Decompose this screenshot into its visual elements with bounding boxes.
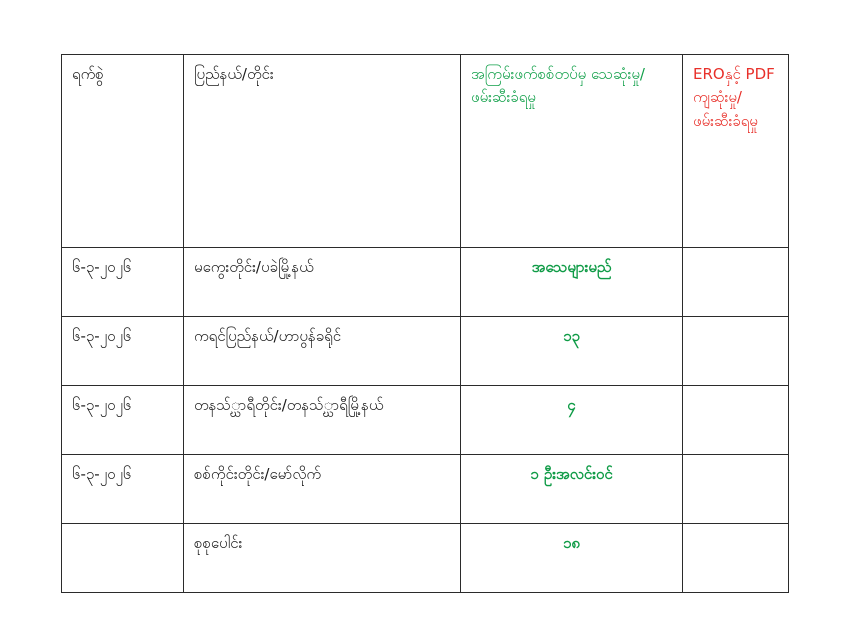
cell-date: ၆-၃-၂၀၂၆ [62, 386, 184, 455]
cell-own-casualties-total [683, 524, 789, 593]
cell-own-casualties [683, 455, 789, 524]
cell-region: မကွေးတိုင်း/ပခဲမြို့နယ် [184, 248, 461, 317]
table-header-row [62, 55, 789, 248]
column-header-region: ပြည်နယ်/တိုင်း [184, 55, 461, 248]
cell-own-casualties [683, 248, 789, 317]
cell-total-label: စုစုပေါင်း [184, 524, 461, 593]
casualty-table [61, 54, 789, 593]
cell-enemy-casualties: ၁ ဦးအလင်းဝင် [461, 455, 683, 524]
table-row [62, 455, 789, 524]
cell-region: စစ်ကိုင်းတိုင်း/မော်လိုက် [184, 455, 461, 524]
cell-own-casualties [683, 317, 789, 386]
cell-enemy-casualties-total: ၁၈ [461, 524, 683, 593]
column-header-enemy-casualties: အကြမ်းဖက်စစ်တပ်မှ သေဆုံးမှု/ ဖမ်းဆီးခံရမှု [461, 55, 683, 248]
cell-date: ၆-၃-၂၀၂၆ [62, 248, 184, 317]
cell-date: ၆-၃-၂၀၂၆ [62, 455, 184, 524]
cell-region: တနသ်္ဃာရီတိုင်း/တနသ်္ဃာရီမြို့နယ် [184, 386, 461, 455]
cell-date: ၆-၃-၂၀၂၆ [62, 317, 184, 386]
cell-date [62, 524, 184, 593]
cell-enemy-casualties: အသေများမည် [461, 248, 683, 317]
cell-region: ကရင်ပြည်နယ်/ဟာပွန်ခရိုင် [184, 317, 461, 386]
table-total-row [62, 524, 789, 593]
column-header-own-casualties: EROနှင့် PDF ကျဆုံးမှု/ ဖမ်းဆီးခံရမှု [683, 55, 789, 248]
cell-enemy-casualties: ၄ [461, 386, 683, 455]
table-row [62, 317, 789, 386]
cell-enemy-casualties: ၁၃ [461, 317, 683, 386]
cell-own-casualties [683, 386, 789, 455]
column-header-date: ရက်စွဲ [62, 55, 184, 248]
table-row [62, 248, 789, 317]
table-row [62, 386, 789, 455]
